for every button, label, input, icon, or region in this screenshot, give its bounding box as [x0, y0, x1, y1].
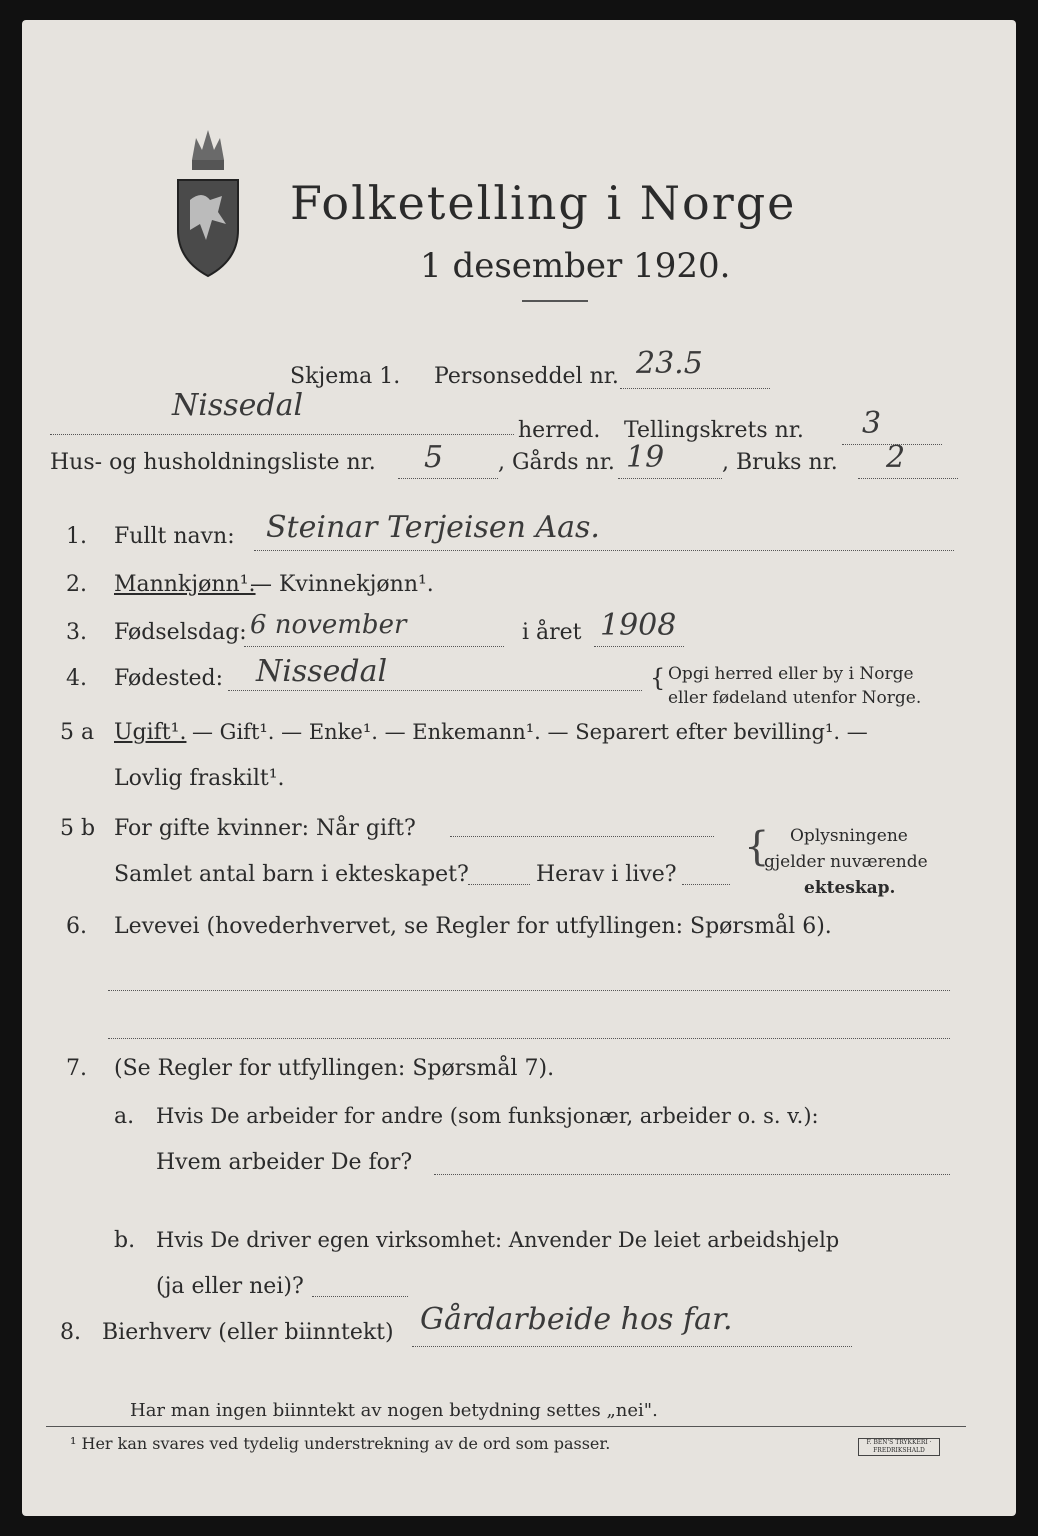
q4-line	[228, 690, 642, 691]
form-title: Folketelling i Norge	[290, 176, 797, 230]
herred-value[interactable]: Nissedal	[172, 388, 304, 423]
q5b-note-line2: gjelder nuværende	[764, 852, 928, 872]
q5b-married-line	[450, 836, 714, 837]
q7b-letter: b.	[114, 1228, 136, 1253]
q5b-number: 5 b	[60, 816, 96, 841]
title-divider	[522, 300, 588, 302]
q5b-children-label: Samlet antal barn i ekteskapet?	[114, 862, 469, 887]
q5b-note-line1: Oplysningene	[790, 826, 908, 846]
personseddel-value[interactable]: 23.5	[636, 346, 703, 381]
q5a-ugift-option[interactable]: Ugift¹.	[114, 720, 187, 745]
q1-fullname-value[interactable]: Steinar Terjeisen Aas.	[266, 510, 600, 545]
q8-line	[412, 1346, 852, 1347]
q2-kvinnekjonn-option[interactable]: — Kvinnekjønn¹.	[250, 572, 434, 597]
q4-note-line2: eller fødeland utenfor Norge.	[668, 688, 922, 708]
gards-line	[618, 478, 722, 479]
q7a-label: Hvis De arbeider for andre (som funksjonær, arbeider o. s. v.):	[156, 1104, 819, 1128]
q7-label: (Se Regler for utfyllingen: Spørsmål 7).	[114, 1056, 555, 1081]
census-form-page	[22, 20, 1016, 1516]
q8-label: Bierhverv (eller biinntekt)	[102, 1320, 394, 1345]
herred-label: herred.	[518, 418, 601, 443]
hus-line	[398, 478, 498, 479]
q3-year-label: i året	[522, 620, 582, 645]
q5b-alive-label: Herav i live?	[536, 862, 677, 887]
norway-coat-of-arms	[170, 120, 246, 280]
q7a-employer-line[interactable]	[434, 1174, 950, 1175]
hus-value[interactable]: 5	[424, 440, 444, 475]
q3-line	[244, 646, 504, 647]
q5a-number: 5 a	[60, 720, 95, 745]
q8-bierhverv-value[interactable]: Gårdarbeide hos far.	[420, 1302, 733, 1337]
q5b-note-line3: ekteskap.	[804, 878, 896, 898]
q4-birthplace-value[interactable]: Nissedal	[256, 654, 388, 689]
q1-label: Fullt navn:	[114, 524, 235, 549]
q2-mannkjonn-option[interactable]: Mannkjønn¹.	[114, 572, 256, 597]
q6-label: Levevei (hovederhvervet, se Regler for utfyllingen: Spørsmål 6).	[114, 914, 832, 939]
personseddel-line	[620, 388, 770, 389]
q4-note-line1: Opgi herred eller by i Norge	[668, 664, 914, 684]
q4-number: 4.	[66, 666, 87, 691]
census-date: 1 desember 1920.	[420, 246, 731, 286]
q5a-other-options[interactable]: — Gift¹. — Enke¹. — Enkemann¹. — Separert efter bevilling¹. —	[192, 720, 868, 744]
q6-line-1[interactable]	[108, 990, 950, 991]
herred-line	[50, 434, 514, 435]
q1-number: 1.	[66, 524, 87, 549]
bruks-line	[858, 478, 958, 479]
q5b-label: For gifte kvinner: Når gift?	[114, 816, 416, 841]
q4-note-brace: {	[650, 664, 666, 692]
skjema-label: Skjema 1.	[290, 364, 401, 389]
q1-line	[254, 550, 954, 551]
q7a-employer-label: Hvem arbeider De for?	[156, 1150, 413, 1175]
tellingskrets-value[interactable]: 3	[862, 406, 882, 441]
q7b-answer-label: (ja eller nei)?	[156, 1274, 304, 1299]
q7b-answer-line[interactable]	[312, 1296, 408, 1297]
footnote: ¹ Her kan svares ved tydelig understrekning av de ord som passer.	[70, 1434, 611, 1453]
q2-number: 2.	[66, 572, 87, 597]
q6-line-2[interactable]	[108, 1038, 950, 1039]
q3-number: 3.	[66, 620, 87, 645]
q8-number: 8.	[60, 1320, 81, 1345]
q3-year-line	[594, 646, 684, 647]
footnote-divider	[46, 1426, 966, 1427]
hus-label: Hus- og husholdningsliste nr.	[50, 450, 376, 475]
q6-number: 6.	[66, 914, 87, 939]
gards-value[interactable]: 19	[626, 440, 665, 475]
q7b-label: Hvis De driver egen virksomhet: Anvender De leiet arbeidshjelp	[156, 1228, 840, 1252]
q4-label: Fødested:	[114, 666, 224, 691]
bruks-label: , Bruks nr.	[722, 450, 838, 475]
tellingskrets-label: Tellingskrets nr.	[624, 418, 804, 443]
q3-birthday-value[interactable]: 6 november	[250, 610, 407, 640]
q5a-fraskilt-option[interactable]: Lovlig fraskilt¹.	[114, 766, 285, 791]
q7a-letter: a.	[114, 1104, 135, 1129]
gards-label: , Gårds nr.	[498, 450, 615, 475]
bruks-value[interactable]: 2	[886, 440, 906, 475]
personseddel-label: Personseddel nr.	[434, 364, 619, 389]
q5b-note-brace: {	[744, 824, 770, 870]
q5b-alive-line	[682, 884, 730, 885]
q3-label: Fødselsdag:	[114, 620, 247, 645]
nei-instruction: Har man ingen biinntekt av nogen betydning settes „nei".	[130, 1400, 658, 1421]
printer-stamp: F. BEN'S TRYKKERI · FREDRIKSHALD	[858, 1438, 940, 1456]
q7-number: 7.	[66, 1056, 87, 1081]
q5b-children-line	[468, 884, 530, 885]
q3-year-value[interactable]: 1908	[600, 608, 677, 643]
